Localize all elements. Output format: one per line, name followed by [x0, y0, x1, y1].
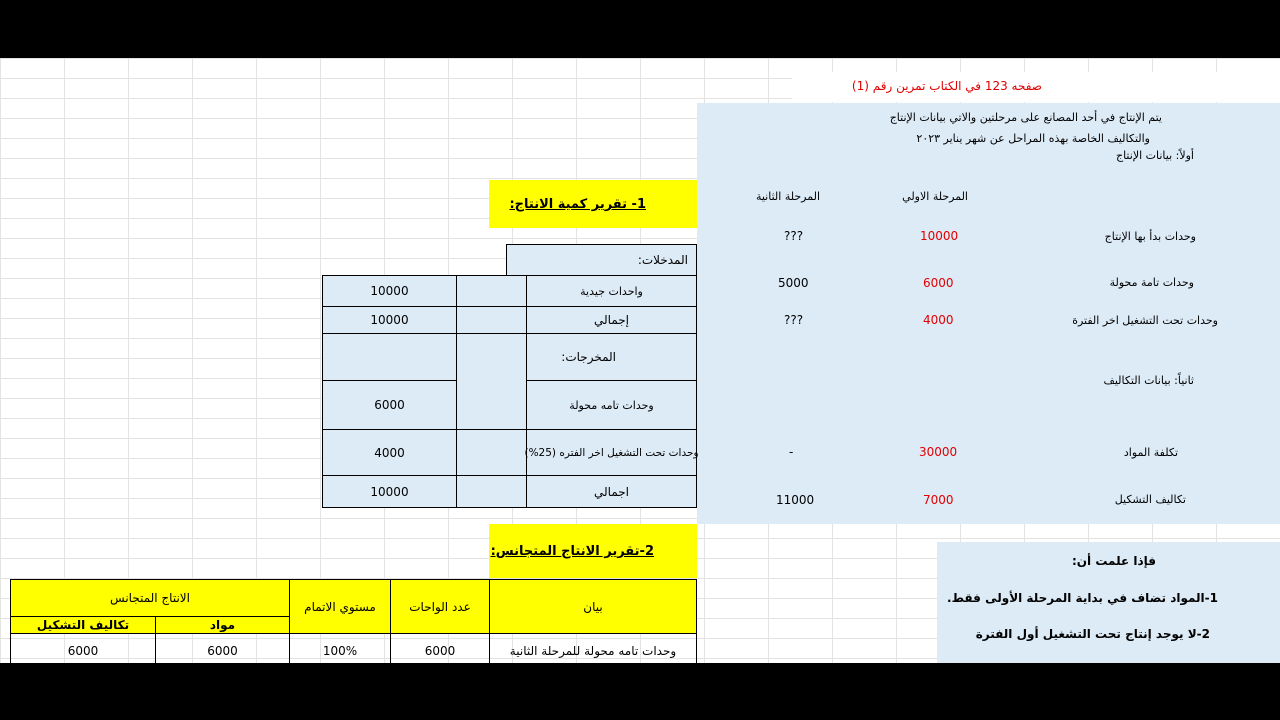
report1-total1-value[interactable]: 10000 — [322, 306, 457, 334]
row-transferred-stage1: 6000 — [923, 276, 954, 290]
report1-blank-c2[interactable] — [456, 306, 527, 334]
report1-total1-label[interactable]: إجمالي — [526, 306, 697, 334]
row-wip-label: وحدات تحت التشغيل اخر الفترة — [1072, 314, 1218, 327]
stage1-header: المرحلة الاولي — [902, 190, 968, 203]
report2-header-units[interactable]: عدد الواحات — [390, 579, 490, 634]
row-transferred-label: وحدات تامة محولة — [1109, 276, 1194, 289]
report2-table — [10, 579, 697, 663]
report2-header-equivalent[interactable]: الانتاج المتجانس — [10, 579, 290, 617]
report1-new-units-value[interactable]: 10000 — [322, 275, 457, 307]
report1-total2-label[interactable]: اجمالي — [526, 475, 697, 508]
report1-title: 1- تقرير كمية الانتاج: — [509, 197, 646, 212]
report1-table — [322, 244, 697, 509]
row-conversion-stage1: 7000 — [923, 493, 954, 507]
report2-row1-statement[interactable]: وحدات تامه محولة للمرحلة الثانية — [489, 633, 697, 663]
spreadsheet-grid[interactable] — [0, 58, 1280, 663]
report1-outputs-label[interactable]: المخرجات: — [526, 333, 697, 381]
report2-header-completion[interactable]: مستوي الاتمام — [289, 579, 391, 634]
report1-empty-top — [322, 244, 507, 276]
section-cost-data: ثانياً: بيانات التكاليف — [1103, 374, 1194, 387]
report1-new-units-label[interactable]: واحدات جيدية — [526, 275, 697, 307]
report2-header-statement[interactable]: بيان — [489, 579, 697, 634]
row-wip-stage1: 4000 — [923, 313, 954, 327]
row-materials-label: تكلفة المواد — [1123, 446, 1178, 459]
row-transferred-stage2: 5000 — [778, 276, 809, 290]
report1-blank-c4[interactable] — [456, 475, 527, 508]
report2-header-materials[interactable]: مواد — [155, 616, 290, 634]
section-production-data: أولاً: بيانات الإنتاج — [1115, 149, 1194, 162]
report1-blank-c3[interactable] — [456, 429, 527, 476]
report2-row1-materials[interactable]: 6000 — [155, 633, 290, 663]
report2-header-conversion[interactable]: تكاليف التشكيل — [10, 616, 156, 634]
report1-wip-label[interactable]: وحدات تحت التشغيل اخر الفتره (25%) — [526, 429, 697, 476]
report1-merged-blank[interactable] — [456, 333, 527, 430]
report2-row1-units[interactable]: 6000 — [390, 633, 490, 663]
notes-title: فإذا علمت أن: — [1072, 554, 1156, 568]
note-2: 2-لا يوجد إنتاج تحت التشغيل أول الفترة — [975, 627, 1210, 641]
row-materials-stage1: 30000 — [919, 445, 958, 459]
report1-transferred-label[interactable]: وحدات تامه محولة — [526, 380, 697, 430]
intro-line1: يتم الإنتاج في أحد المصانع على مرحلتين والاتي بيانات الإنتاج — [889, 111, 1162, 124]
row-started-label: وحدات بدأ بها الإنتاج — [1104, 230, 1196, 243]
report1-total2-value[interactable]: 10000 — [322, 475, 457, 508]
row-started-stage2: ??? — [784, 229, 804, 243]
report2-title: 2-تقرير الانتاج المتجانس: — [490, 544, 654, 559]
note-1: 1-المواد تضاف في بداية المرحلة الأولى فقط. — [947, 591, 1218, 605]
intro-line2: والتكاليف الخاصة بهذه المراحل عن شهر يناير ٢٠٢٣ — [916, 132, 1150, 145]
row-materials-stage2: - — [789, 445, 794, 459]
report1-blank-c1[interactable] — [456, 275, 527, 307]
report1-transferred-value[interactable]: 6000 — [322, 380, 457, 430]
report1-wip-value[interactable]: 4000 — [322, 429, 457, 476]
row-started-stage1: 10000 — [920, 229, 959, 243]
report2-row1-conversion[interactable]: 6000 — [10, 633, 156, 663]
report1-inputs-label[interactable]: المدخلات: — [506, 244, 697, 276]
stage2-header: المرحلة الثانية — [755, 190, 820, 203]
exercise-ref-text: صفحه 123 في الكتاب تمرين رقم (1) — [851, 79, 1042, 93]
row-conversion-label: تكاليف التشكيل — [1114, 493, 1186, 506]
report2-row1-completion[interactable]: 100% — [289, 633, 391, 663]
row-wip-stage2: ??? — [784, 313, 804, 327]
report1-outputs-blank[interactable] — [322, 333, 457, 381]
row-conversion-stage2: 11000 — [776, 493, 815, 507]
